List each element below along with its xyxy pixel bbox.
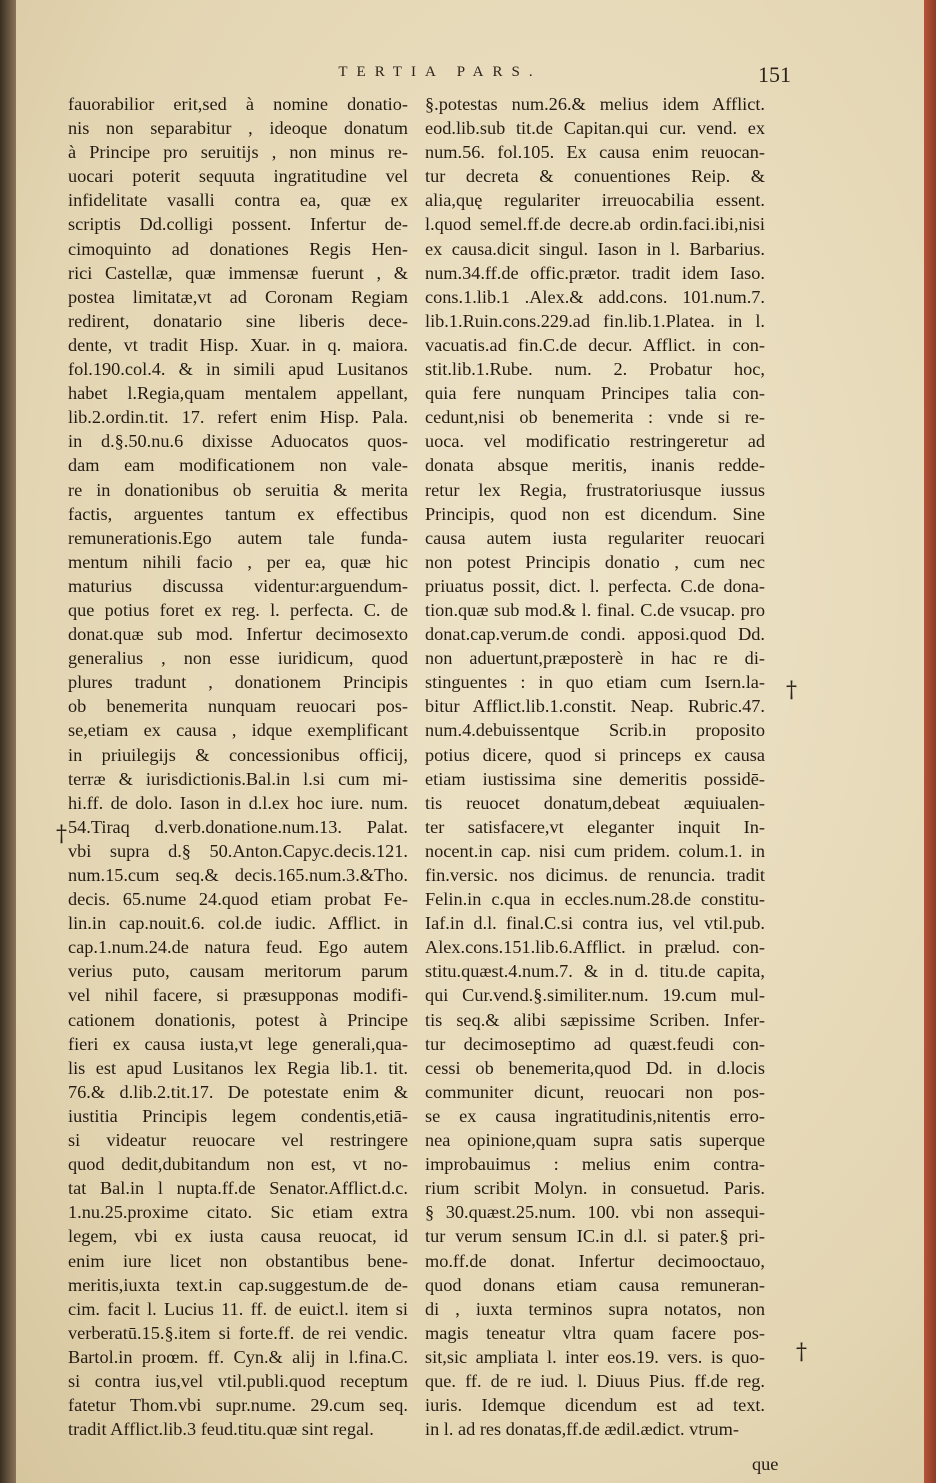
text-line: ter satisfacere,vt eleganter inquit In- <box>425 816 765 837</box>
book-gutter <box>0 0 16 1483</box>
text-line: habet l.Regia,quam mentalem appellant, <box>68 383 408 404</box>
text-line: se ex causa ingratitudinis,nitentis erro- <box>425 1105 765 1126</box>
text-line: cons.1.lib.1 .Alex.& add.cons. 101.num.7. <box>425 286 765 307</box>
text-line: stinguentes : in quo etiam cum Isern.la- <box>425 672 765 693</box>
text-line: causa autem iusta regulariter reuocari <box>425 527 765 548</box>
text-line: cap.1.num.24.de natura feud. Ego autem <box>68 937 408 958</box>
text-line: num.4.debuissentque Scrib.in proposito <box>425 720 765 741</box>
text-line: uocari poterit sequuta ingratitudine vel <box>68 166 408 187</box>
text-line: Principis, quod non est dicendum. Sine <box>425 503 765 524</box>
text-line: sit,sic ampliata l. inter eos.19. vers. is quo- <box>425 1346 765 1367</box>
text-line: verberatū.15.§.item si forte.ff. de rei vendic. <box>68 1322 408 1343</box>
text-line: stitu.quæst.4.num.7. & in d. titu.de capita, <box>425 961 765 982</box>
text-line: improbauimus : melius enim contra- <box>425 1154 765 1175</box>
text-line: ex causa.dicit singul. Iason in l. Barbarius. <box>425 238 765 259</box>
text-line: tat Bal.in l nupta.ff.de Senator.Afflict.d.c. <box>68 1178 408 1199</box>
marginal-dagger-right-1: † <box>786 678 797 703</box>
text-line: decis. 65.nume 24.quod etiam probat Fe- <box>68 889 408 910</box>
text-line: donat.quæ sub mod. Infertur decimosexto <box>68 624 408 645</box>
text-line: tur decimoseptimo ad quæst.feudi con- <box>425 1033 765 1054</box>
text-line: lin.in cap.nouit.6. col.de iudic. Afflict. in <box>68 913 408 934</box>
text-line: nis non separabitur , ideoque donatum <box>68 118 408 139</box>
text-line: in priuilegijs & concessionibus officij, <box>68 744 408 765</box>
text-line: quia fere nunquam Principes talia con- <box>425 383 765 404</box>
text-line: stit.lib.1.Rube. num. 2. Probatur hoc, <box>425 359 765 380</box>
text-line: nocent.in cap. nisi cum pridem. colum.1. in <box>425 840 765 861</box>
text-line: enim iure licet non obstantibus bene- <box>68 1250 408 1271</box>
text-line: l.quod semel.ff.de decre.ab ordin.faci.ibi,nisi <box>425 214 765 235</box>
running-head: TERTIA PARS. <box>338 64 542 80</box>
page-edge <box>924 0 936 1483</box>
text-line: tion.quæ sub mod.& l. final. C.de vsucap. pro <box>425 599 765 620</box>
text-line: num.56. fol.105. Ex causa enim reuocan- <box>425 142 765 163</box>
text-line: Alex.cons.151.lib.6.Afflict. in prælud. con- <box>425 937 765 958</box>
text-line: non potest Principis donatio , cum nec <box>425 551 765 572</box>
text-line: fatetur Thom.vbi supr.nume. 29.cum seq. <box>68 1395 408 1416</box>
text-line: remunerationis.Ego autem tale funda- <box>68 527 408 548</box>
text-line: § 30.quæst.25.num. 100. vbi non assequi- <box>425 1202 765 1223</box>
text-line: bitur Afflict.lib.1.constit. Neap. Rubric.47. <box>425 696 765 717</box>
text-line: vel nihil facere, si præsupponas modifi- <box>68 985 408 1006</box>
text-line: si contra ius,vel vtil.publi.quod receptum <box>68 1370 408 1391</box>
text-line: 54.Tiraq d.verb.donatione.num.13. Palat. <box>68 816 408 837</box>
text-line: fieri ex causa iusta,vt lege generali,qua- <box>68 1033 408 1054</box>
text-line: 1.nu.25.proxime citato. Sic etiam extra <box>68 1202 408 1223</box>
text-line: num.34.ff.de offic.prætor. tradit idem Iaso. <box>425 262 765 283</box>
text-line: legem, vbi ex iusta causa reuocat, id <box>68 1226 408 1247</box>
page-number: 151 <box>758 62 791 87</box>
text-line: tis seq.& alibi sæpissime Scriben. Infer- <box>425 1009 765 1030</box>
text-line: num.15.cum seq.& decis.165.num.3.&Tho. <box>68 865 408 885</box>
text-line: postea limitatæ,vt ad Coronam Regiam <box>68 286 408 307</box>
text-line: scriptis Dd.colligi possent. Infertur de- <box>68 214 408 235</box>
text-line: qui Cur.vend.§.similiter.num. 19.cum mul- <box>425 985 765 1006</box>
catchword: que <box>752 1454 779 1474</box>
text-line: cim. facit l. Lucius 11. ff. de euict.l. item si <box>68 1298 408 1319</box>
text-line: tis reuocet donatum,debeat æquiualen- <box>425 792 765 813</box>
text-line: tradit Afflict.lib.3 feud.titu.quæ sint regal. <box>68 1419 374 1440</box>
text-line: generalius , non esse iuridicum, quod <box>68 648 408 669</box>
text-line: eod.lib.sub tit.de Capitan.qui cur. vend. ex <box>425 118 765 139</box>
text-line: ob benemerita nunquam reuocari pos- <box>68 696 408 717</box>
text-line: priuatus possit, dict. l. perfecta. C.de dona- <box>425 575 765 596</box>
text-line: magis teneatur vltra quam facere pos- <box>425 1322 765 1343</box>
text-line: potius dicere, quod si princeps ex causa <box>425 744 765 765</box>
text-line: fin.versic. nos dicimus. de renuncia. tradit <box>425 865 765 885</box>
text-line: nea opinione,quam supra satis superque <box>425 1130 765 1151</box>
text-line: si videatur reuocare vel restringere <box>68 1130 408 1151</box>
text-line: di , iuxta terminos supra notatos, non <box>425 1298 765 1319</box>
text-line: factis, arguentes tantum ex effectibus <box>68 503 408 524</box>
text-line: que potius foret ex reg. l. perfecta. C. de <box>68 599 408 620</box>
text-line: hi.ff. de dolo. Iason in d.l.ex hoc iure. num. <box>68 792 408 813</box>
text-line: lib.1.Ruin.cons.229.ad fin.lib.1.Platea. in l. <box>425 310 765 331</box>
text-line: plures tradunt , donationem Principis <box>68 672 408 693</box>
text-line: infidelitate vasalli contra ea, quæ ex <box>68 190 408 211</box>
text-line: fol.190.col.4. & in simili apud Lusitanos <box>68 359 408 380</box>
text-line: uoca. vel modificatio restringeretur ad <box>425 431 765 452</box>
text-line: fauorabilior erit,sed à nomine donatio- <box>68 94 408 114</box>
text-line: Felin.in c.qua in eccles.num.28.de constitu- <box>425 889 765 910</box>
text-line: cimoquinto ad donationes Regis Hen- <box>68 238 408 259</box>
text-line: §.potestas num.26.& melius idem Afflict. <box>425 94 765 114</box>
left-text-column <box>68 92 408 1441</box>
text-line: 76.& d.lib.2.tit.17. De potestate enim & <box>68 1081 408 1102</box>
right-text-column <box>425 92 765 1441</box>
text-line: maturius discussa videntur:arguendum- <box>68 575 408 596</box>
text-line: retur lex Regia, frustratoriusque iussus <box>425 479 765 500</box>
text-line: vacuatis.ad fin.C.de decur. Afflict. in con- <box>425 334 765 355</box>
text-line: cessi ob benemerita,quod Dd. in d.locis <box>425 1057 765 1078</box>
text-line: verius puto, causam meritorum parum <box>68 961 408 982</box>
text-line: non aduertunt,præposterè in hac re di- <box>425 648 765 669</box>
text-line: meritis,iuxta text.in cap.suggestum.de de- <box>68 1274 408 1295</box>
text-line: lib.2.ordin.tit. 17. refert enim Hisp. Pala. <box>68 407 408 428</box>
text-line: quod donans etiam causa remuneran- <box>425 1274 765 1295</box>
marginal-dagger-right-2: † <box>796 1340 807 1365</box>
text-line: vbi supra d.§ 50.Anton.Capyc.decis.121. <box>68 840 408 861</box>
text-line: à Principe pro seruitijs , non minus re- <box>68 142 408 163</box>
text-line: in d.§.50.nu.6 dixisse Aduocatos quos- <box>68 431 408 452</box>
text-line: donata absque meritis, inanis redde- <box>425 455 765 476</box>
text-line: Bartol.in proœm. ff. Cyn.& alij in l.fina.C. <box>68 1346 408 1367</box>
text-line: se,etiam ex causa , idque exemplificant <box>68 720 408 741</box>
text-line: terræ & iurisdictionis.Bal.in l.si cum mi- <box>68 768 408 789</box>
text-line: mentum nihili facio , per ea, quæ hic <box>68 551 408 572</box>
text-line: communiter dicunt, reuocari non pos- <box>425 1081 765 1102</box>
text-line: quod dedit,dubitandum non est, vt no- <box>68 1154 408 1175</box>
text-line: iuris. Idemque dicendum est ad text. <box>425 1395 765 1416</box>
text-line: rium scribit Molyn. in consuetud. Paris. <box>425 1178 765 1199</box>
text-line: etiam iustissima sine demeritis possidē- <box>425 768 765 789</box>
text-line: Iaf.in d.l. final.C.si contra ius, vel vtil.pub. <box>425 913 765 934</box>
marginal-dagger-left: † <box>56 822 67 847</box>
text-line: alia,quę regulariter irreuocabilia essent. <box>425 190 765 211</box>
text-line: re in donationibus ob seruitia & merita <box>68 479 408 500</box>
text-line: que. ff. de re iud. l. Diuus Pius. ff.de reg. <box>425 1370 765 1391</box>
text-line: lis est apud Lusitanos lex Regia lib.1. tit. <box>68 1057 408 1078</box>
text-line: tur verum sensum IC.in d.l. si pater.§ pri- <box>425 1226 765 1247</box>
text-line: cedunt,nisi ob benemerita : vnde si re- <box>425 407 765 428</box>
text-line: rici Castellæ, quæ immensæ fuerunt , & <box>68 262 408 283</box>
text-line: dente, vt tradit Hisp. Xuar. in q. maiora. <box>68 334 408 355</box>
text-line: redirent, donatario sine liberis dece- <box>68 310 408 331</box>
text-line: cationem donationis, potest à Principe <box>68 1009 408 1030</box>
text-line: mo.ff.de donat. Infertur decimooctauo, <box>425 1250 765 1271</box>
text-line: in l. ad res donatas,ff.de ædil.ædict. vtrum- <box>425 1419 739 1440</box>
text-line: dam eam modificationem non vale- <box>68 455 408 476</box>
text-line: iustitia Principis legem condentis,etiā- <box>68 1105 408 1126</box>
text-line: donat.cap.verum.de condi. apposi.quod Dd. <box>425 624 765 645</box>
text-line: tur decreta & conuentiones Reip. & <box>425 166 765 187</box>
